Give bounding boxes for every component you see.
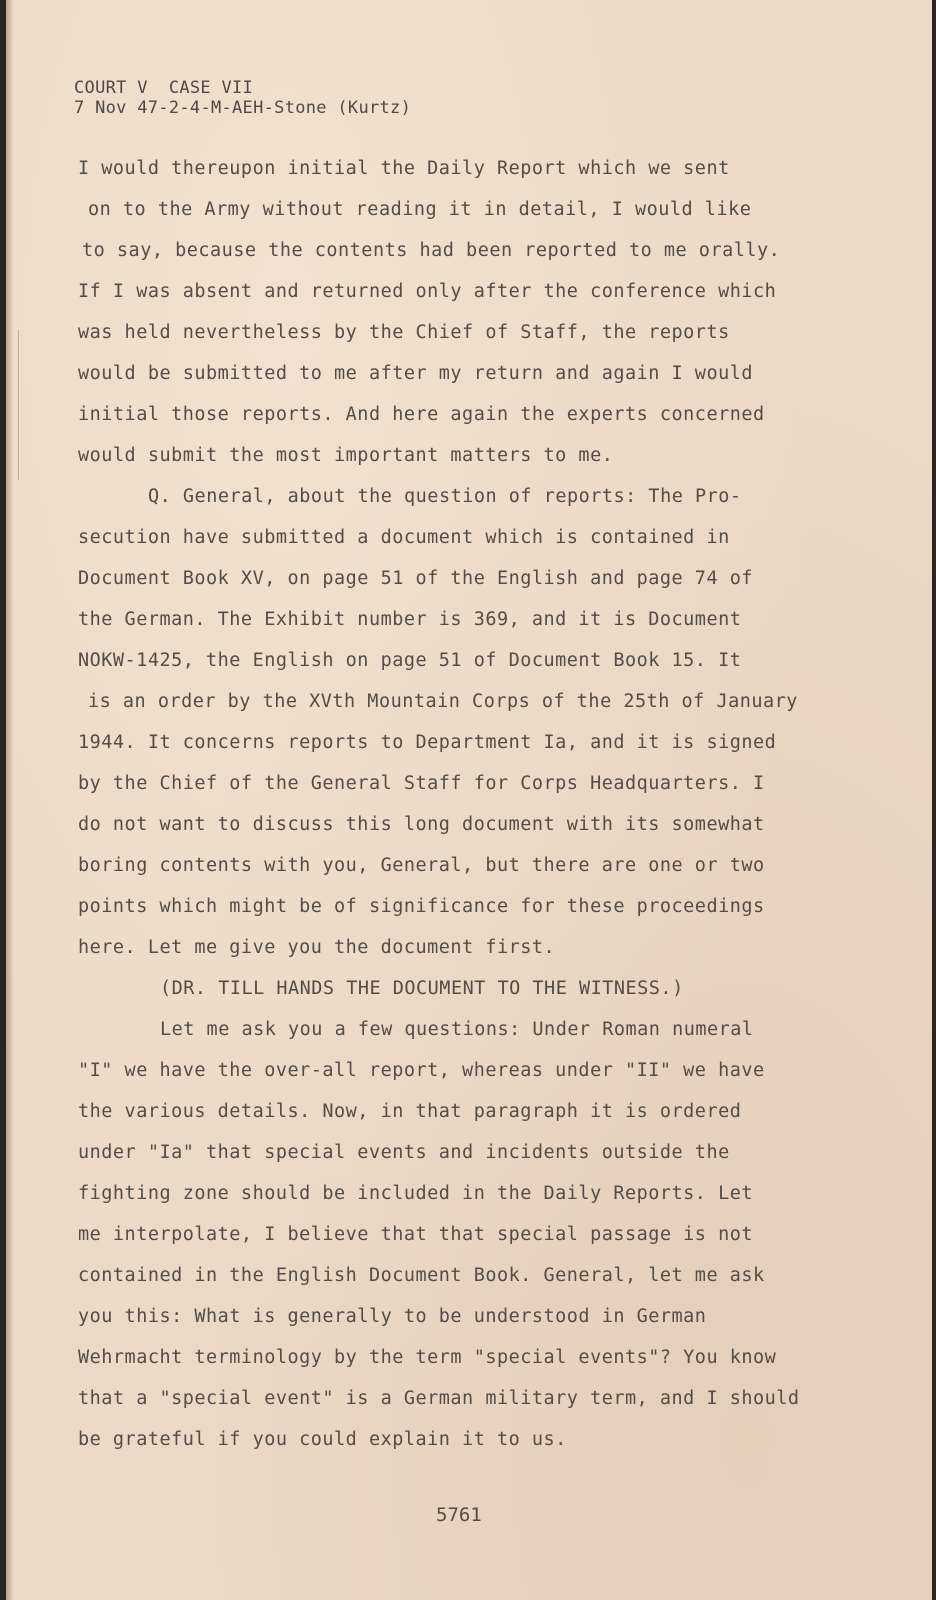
transcript-line: Let me ask you a few questions: Under Roman numeral	[160, 1019, 754, 1040]
document-page	[6, 0, 932, 1600]
transcript-line: the various details. Now, in that paragraph it is ordered	[78, 1101, 742, 1122]
header-court-case: COURT V CASE VII	[74, 78, 254, 98]
transcript-line: me interpolate, I believe that that special passage is not	[78, 1224, 754, 1245]
transcript-line: Document Book XV, on page 51 of the English and page 74 of	[78, 568, 754, 589]
transcript-line: here. Let me give you the document first.	[78, 937, 556, 958]
transcript-line: on to the Army without reading it in detail, I would like	[88, 199, 752, 220]
transcript-line: by the Chief of the General Staff for Corps Headquarters. I	[78, 773, 765, 794]
transcript-line: the German. The Exhibit number is 369, and it is Document	[78, 609, 742, 630]
transcript-line: (DR. TILL HANDS THE DOCUMENT TO THE WITNESS.)	[160, 978, 684, 999]
binding-mark	[18, 330, 19, 480]
transcript-line: Wehrmacht terminology by the term "special events"? You know	[78, 1347, 777, 1368]
transcript-line: you this: What is generally to be understood in German	[78, 1306, 707, 1327]
transcript-line: was held nevertheless by the Chief of Staff, the reports	[78, 322, 730, 343]
page-edge-shadow	[6, 0, 14, 1600]
transcript-line: to say, because the contents had been reported to me orally.	[82, 240, 781, 261]
transcript-line: boring contents with you, General, but there are one or two	[78, 855, 765, 876]
transcript-line: 1944. It concerns reports to Department Ia, and it is signed	[78, 732, 777, 753]
transcript-line: Q. General, about the question of reports: The Pro-	[148, 486, 742, 507]
transcript-line: I would thereupon initial the Daily Report which we sent	[78, 158, 730, 179]
transcript-line: "I" we have the over-all report, whereas under "II" we have	[78, 1060, 765, 1081]
page-number: 5761	[436, 1504, 482, 1526]
transcript-line: is an order by the XVth Mountain Corps of the 25th of January	[88, 691, 798, 712]
transcript-line: would be submitted to me after my return and again I would	[78, 363, 754, 384]
transcript-line: fighting zone should be included in the Daily Reports. Let	[78, 1183, 754, 1204]
transcript-line: If I was absent and returned only after the conference which	[78, 281, 777, 302]
transcript-line: initial those reports. And here again the experts concerned	[78, 404, 765, 425]
transcript-line: be grateful if you could explain it to us.	[78, 1429, 567, 1450]
transcript-line: points which might be of significance for these proceedings	[78, 896, 765, 917]
transcript-body	[78, 148, 858, 1460]
transcript-line: under "Ia" that special events and incidents outside the	[78, 1142, 730, 1163]
document-header	[74, 78, 411, 118]
transcript-line: secution have submitted a document which is contained in	[78, 527, 730, 548]
transcript-line: would submit the most important matters to me.	[78, 445, 614, 466]
transcript-line: that a "special event" is a German military term, and I should	[78, 1388, 800, 1409]
header-session-info: 7 Nov 47-2-4-M-AEH-Stone (Kurtz)	[74, 98, 412, 118]
transcript-line: do not want to discuss this long document with its somewhat	[78, 814, 765, 835]
transcript-line: contained in the English Document Book. General, let me ask	[78, 1265, 765, 1286]
transcript-line: NOKW-1425, the English on page 51 of Document Book 15. It	[78, 650, 742, 671]
